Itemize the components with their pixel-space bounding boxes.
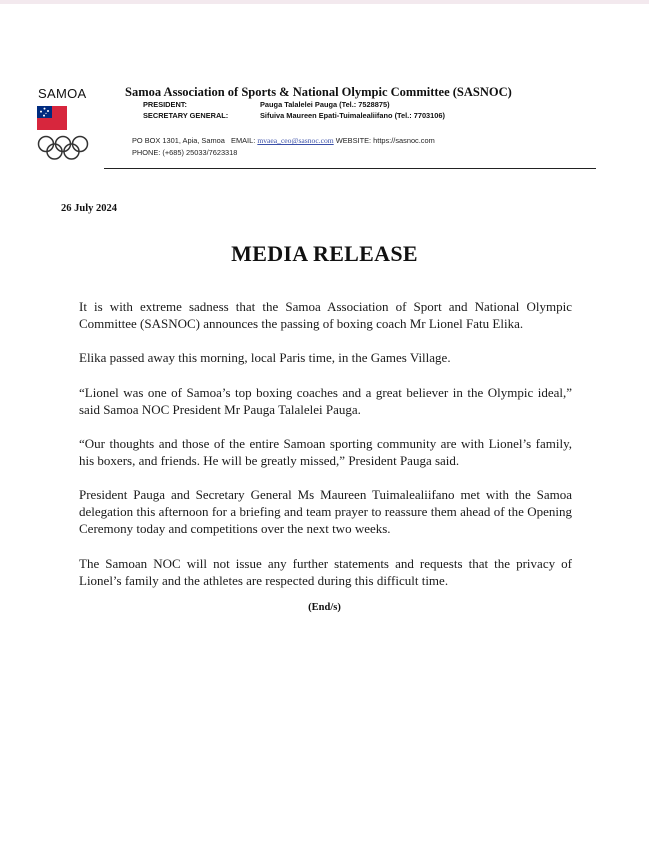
- contact-line: [132, 136, 435, 145]
- secretary-general-value: Sifuiva Maureen Epati-Tuimalealiifano (Tel.: 7703106): [260, 111, 445, 120]
- paragraph-4: “Our thoughts and those of the entire Samoan sporting community are with Lionel’s family, his boxers, and friends. He will be greatly missed,” President Pauga said.: [79, 436, 572, 468]
- president-label: PRESIDENT:: [143, 100, 187, 109]
- page-title: MEDIA RELEASE: [231, 241, 418, 266]
- organization-name: Samoa Association of Sports & National Olympic Committee (SASNOC): [125, 85, 512, 99]
- olympic-rings-icon: [37, 135, 89, 161]
- address: PO BOX 1301, Apia, Samoa: [132, 136, 225, 145]
- header-divider: [104, 168, 596, 169]
- paragraph-5: President Pauga and Secretary General Ms Maureen Tuimalealiifano met with the Samoa delegation this afternoon for a briefing and team prayer to reassure them ahead of the Opening Ceremony today and competitions over the next two weeks.: [79, 487, 572, 536]
- secretary-general-label: SECRETARY GENERAL:: [143, 111, 229, 120]
- email-label: EMAIL:: [231, 136, 256, 145]
- paragraph-2: Elika passed away this morning, local Paris time, in the Games Village.: [79, 350, 451, 365]
- website-label: WEBSITE:: [335, 136, 372, 145]
- website-link[interactable]: https://sasnoc.com: [373, 136, 435, 145]
- paragraph-3: “Lionel was one of Samoa’s top boxing coaches and a great believer in the Olympic ideal,” said Samoa NOC President Mr Pauga Talalelei Pauga.: [79, 385, 572, 417]
- end-marker: (End/s): [308, 602, 341, 613]
- email-link[interactable]: mvaea_ceo@sasnoc.com: [257, 136, 334, 145]
- release-date: 26 July 2024: [61, 203, 118, 214]
- samoa-flag-icon: [37, 106, 67, 130]
- president-value: Pauga Talalelei Pauga (Tel.: 7528875): [260, 100, 390, 109]
- phone: PHONE: (+685) 25033/7623318: [132, 148, 238, 157]
- paragraph-1: It is with extreme sadness that the Samoa Association of Sport and National Olympic Committee (SASNOC) announces the passing of boxing coach Mr Lionel Fatu Elika.: [79, 299, 572, 331]
- logo-wordmark: SAMOA: [38, 86, 87, 101]
- paragraph-6: The Samoan NOC will not issue any further statements and requests that the privacy of Lionel’s family and the athletes are respected during this difficult time.: [79, 556, 572, 588]
- top-edge-strip: [0, 0, 649, 4]
